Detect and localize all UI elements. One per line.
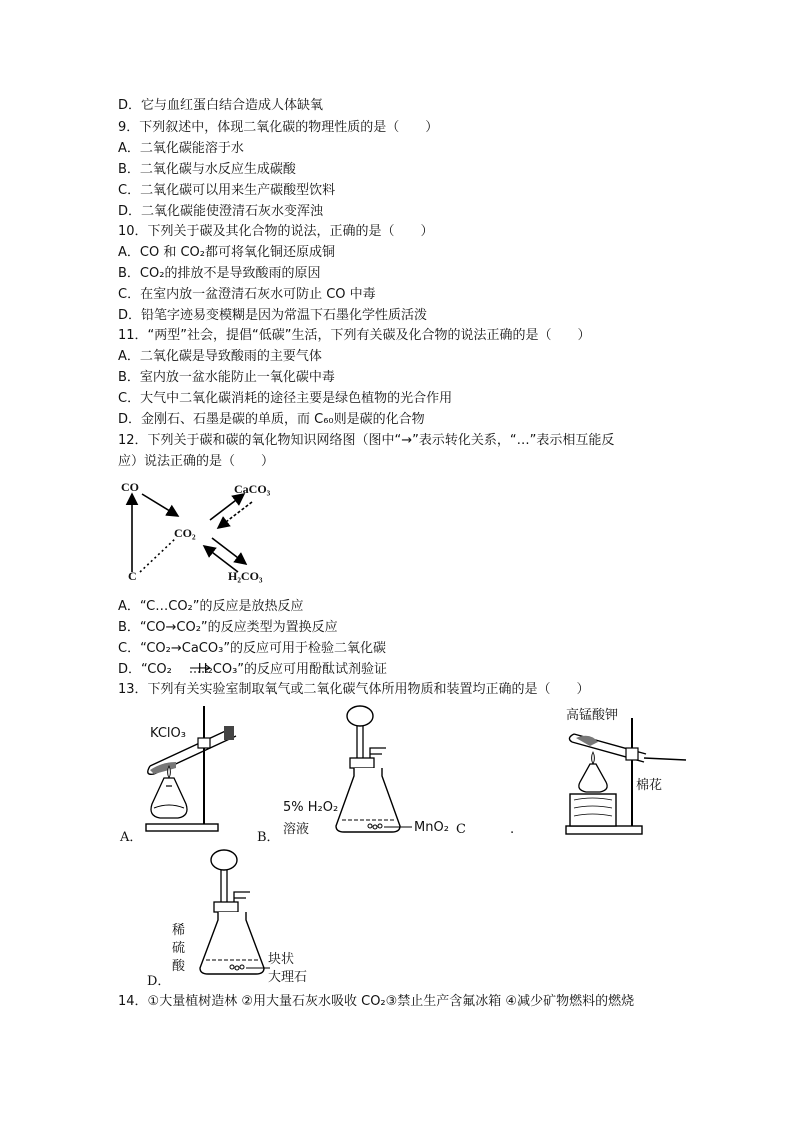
- q11-option-b: B．室内放一盆水能防止一氧化碳中毒: [118, 370, 335, 385]
- arrow-caco3-to-co2: [218, 502, 252, 528]
- node-co2: CO₂: [174, 526, 196, 540]
- cotton-label: 棉花: [636, 778, 663, 793]
- apparatus-c-kmno4-heating: [566, 718, 686, 838]
- reversible-arrow-icon: [188, 665, 212, 675]
- q10-option-d: D．铅笔字迹易变模糊是因为常温下石墨化学性质活泼: [118, 308, 428, 323]
- marble-label-1: 块状: [268, 952, 295, 967]
- q9-option-c: C．二氧化碳可以用来生产碳酸型饮料: [118, 183, 336, 198]
- q12-option-a: A．“C…CO₂”的反应是放热反应: [118, 599, 304, 614]
- node-co: CO: [121, 480, 139, 494]
- q9-option-d: D．二氧化碳能使澄清石灰水变浑浊: [118, 204, 324, 219]
- reagent-kclo3-label: KClO₃: [150, 726, 186, 741]
- node-c: C: [128, 569, 137, 583]
- node-h2co3: H₂CO₃: [228, 569, 263, 583]
- q8-option-d: D．它与血红蛋白结合造成人体缺氧: [118, 98, 324, 113]
- option-c-letter: C: [456, 822, 466, 837]
- acid-label: 稀 硫 酸: [172, 923, 186, 974]
- arrow-co-to-co2: [142, 494, 178, 516]
- q11-option-d: D．金刚石、石墨是碳的单质，而 C₆₀则是碳的化合物: [118, 412, 425, 427]
- node-caco3: CaCO₃: [234, 482, 271, 496]
- option-d-letter: D．: [147, 974, 171, 989]
- q9-option-b: B．二氧化碳与水反应生成碳酸: [118, 162, 296, 177]
- q11-option-a: A．二氧化碳是导致酸雨的主要气体: [118, 349, 322, 364]
- catalyst-mno2-label: MnO₂: [414, 820, 449, 835]
- q13-stem: 13．下列有关实验室制取氧气或二氧化碳气体所用物质和装置均正确的是（ ）: [118, 682, 590, 697]
- marble-label-2: 大理石: [268, 970, 308, 985]
- q12-stem-line1: 12．下列关于碳和碳的氧化物知识网络图（图中“→”表示转化关系，“…”表示相互能反: [118, 433, 615, 448]
- q12-option-d: D．“CO₂ H₂CO₃”的反应可用酚酞试剂验证: [118, 662, 388, 677]
- solution-h2o2-label: 5% H₂O₂: [283, 800, 339, 815]
- q12-option-c: C．“CO₂→CaCO₃”的反应可用于检验二氧化碳: [118, 641, 387, 656]
- q12-stem-line2: 应）说法正确的是（ ）: [118, 454, 275, 469]
- q11-option-c: C．大气中二氧化碳消耗的途径主要是绿色植物的光合作用: [118, 391, 453, 406]
- q10-option-b: B．CO₂的排放不是导致酸雨的原因: [118, 266, 321, 281]
- arrow-co2-to-caco3: [210, 494, 244, 520]
- q10-option-c: C．在室内放一盆澄清石灰水可防止 CO 中毒: [118, 287, 376, 302]
- reagent-kmno4-label: 高锰酸钾: [566, 708, 619, 723]
- q10-option-a: A．CO 和 CO₂都可将氧化铜还原成铜: [118, 245, 335, 260]
- solution-label: 溶液: [283, 822, 310, 837]
- q9-option-a: A．二氧化碳能溶于水: [118, 141, 244, 156]
- q14-stem: 14．①大量植树造林 ②用大量石灰水吸收 CO₂③禁止生产含氟冰箱 ④减少矿物燃料的燃烧: [118, 994, 635, 1009]
- dotted-c-co2: [140, 538, 176, 572]
- apparatus-b-h2o2-flask: [330, 706, 420, 836]
- q10-stem: 10．下列关于碳及其化合物的说法，正确的是（ ）: [118, 224, 434, 239]
- q11-stem: 11．“两型”社会，提倡“低碳”生活，下列有关碳及化合物的说法正确的是（ ）: [118, 328, 591, 343]
- arrow-co2-to-h2co3: [212, 538, 246, 564]
- option-c-dot: .: [510, 822, 515, 837]
- q9-stem: 9．下列叙述中，体现二氧化碳的物理性质的是（ ）: [118, 120, 439, 135]
- option-b-letter: B．: [257, 830, 280, 845]
- option-a-letter: A．: [120, 830, 143, 845]
- q12-option-b: B．“CO→CO₂”的反应类型为置换反应: [118, 620, 338, 635]
